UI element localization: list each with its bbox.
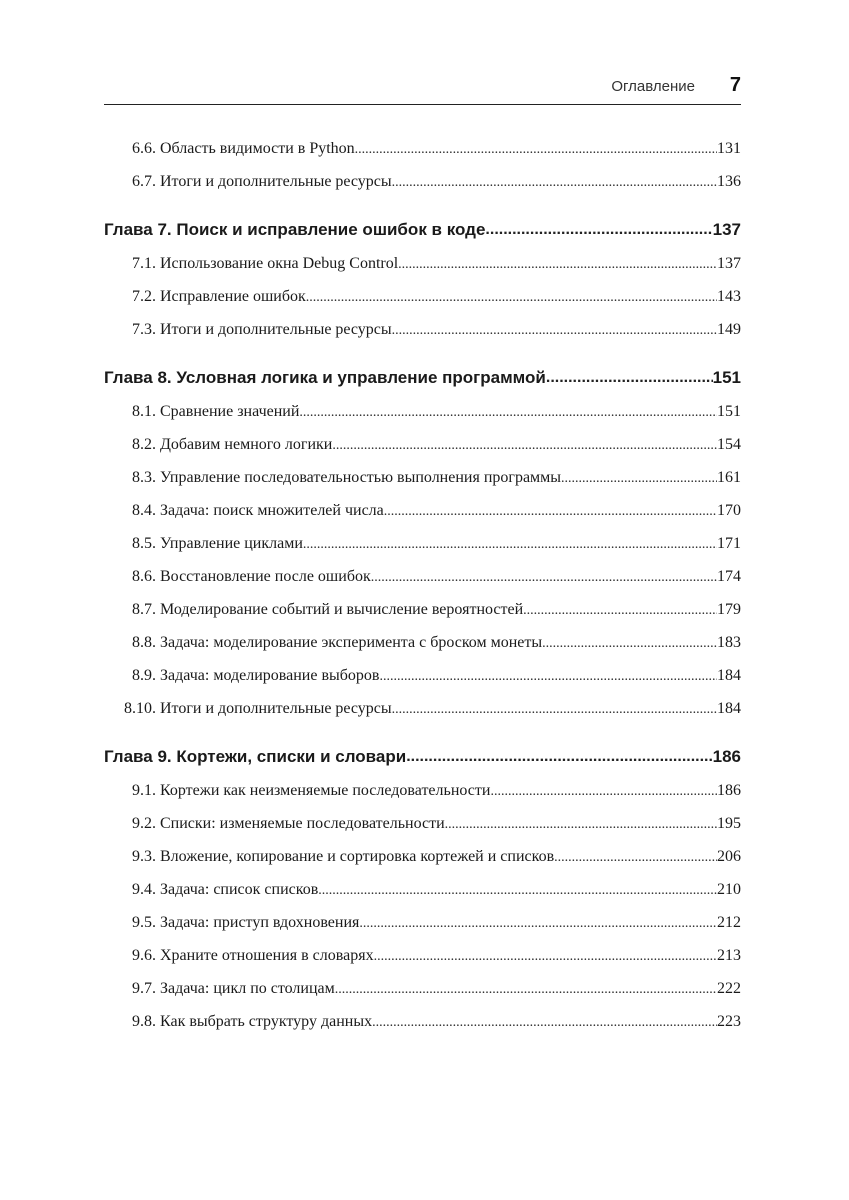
dot-leader (485, 221, 712, 239)
toc-section-row (104, 255, 741, 288)
toc-section-row (104, 288, 741, 321)
dot-leader (392, 323, 717, 339)
chapter-page: 137 (712, 220, 741, 239)
section-number: 6.6. (132, 140, 156, 157)
section-number: 9.7. (132, 980, 156, 997)
dot-leader (372, 1015, 717, 1031)
dot-leader (318, 883, 717, 899)
toc-section-row (104, 502, 741, 535)
dot-leader (379, 669, 717, 685)
chapter-title: Глава 7. Поиск и исправление ошибок в коде (104, 220, 486, 239)
toc-section-row (104, 782, 741, 815)
section-page: 210 (717, 881, 741, 898)
section-page: 212 (717, 914, 741, 931)
chapter-page: 151 (712, 368, 741, 387)
dot-leader (490, 784, 717, 800)
section-page: 154 (717, 436, 741, 453)
section-title: Область видимости в Python (160, 140, 355, 157)
section-title: Восстановление после ошибок (160, 568, 371, 585)
dot-leader (392, 175, 717, 191)
section-title: Итоги и дополнительные ресурсы (160, 700, 392, 717)
section-page: 131 (717, 140, 741, 157)
section-page: 174 (717, 568, 741, 585)
section-number: 7.1. (132, 255, 156, 272)
section-number: 9.5. (132, 914, 156, 931)
section-page: 143 (717, 288, 741, 305)
dot-leader (546, 369, 713, 387)
section-number: 9.2. (132, 815, 156, 832)
section-page: 184 (717, 700, 741, 717)
dot-leader (392, 702, 717, 718)
dot-leader (332, 438, 717, 454)
table-of-contents (104, 140, 741, 1046)
section-title: Храните отношения в словарях (160, 947, 374, 964)
section-number: 8.1. (132, 403, 156, 420)
section-title: Как выбрать структуру данных (160, 1013, 373, 1030)
section-title: Кортежи как неизменяемые последовательности (160, 782, 491, 799)
toc-section-row (104, 436, 741, 469)
toc-section-row (104, 914, 741, 947)
toc-section-row (104, 321, 741, 354)
chapter-title: Глава 8. Условная логика и управление программой (104, 368, 546, 387)
section-title: Итоги и дополнительные ресурсы (160, 173, 392, 190)
section-page: 161 (717, 469, 741, 486)
page-number: 7 (729, 74, 741, 96)
toc-section-row (104, 634, 741, 667)
dot-leader (299, 405, 717, 421)
section-title: Итоги и дополнительные ресурсы (160, 321, 392, 338)
section-page: 149 (717, 321, 741, 338)
section-page: 184 (717, 667, 741, 684)
section-title: Задача: поиск множителей числа (160, 502, 384, 519)
section-number: 8.3. (132, 469, 156, 486)
toc-section-row (104, 881, 741, 914)
section-number: 8.5. (132, 535, 156, 552)
section-number: 7.3. (132, 321, 156, 338)
toc-section-row (104, 947, 741, 980)
section-page: 222 (717, 980, 741, 997)
toc-section-row (104, 568, 741, 601)
toc-section-row (104, 469, 741, 502)
toc-section-row (104, 601, 741, 634)
section-title: Исправление ошибок (160, 288, 306, 305)
dot-leader (374, 949, 717, 965)
section-number: 9.8. (132, 1013, 156, 1030)
section-title: Задача: моделирование эксперимента с броском монеты (160, 634, 543, 651)
section-page: 151 (717, 403, 741, 420)
section-title: Задача: цикл по столицам (160, 980, 335, 997)
dot-leader (371, 570, 717, 586)
toc-chapter-row (104, 737, 741, 777)
dot-leader (355, 142, 717, 158)
chapter-title: Глава 9. Кортежи, списки и словари (104, 747, 407, 766)
section-title: Моделирование событий и вычисление вероятностей (160, 601, 524, 618)
toc-section-row (104, 535, 741, 568)
section-number: 8.2. (132, 436, 156, 453)
toc-section-row (104, 700, 741, 733)
dot-leader (406, 748, 712, 766)
section-number: 9.1. (132, 782, 156, 799)
section-title: Задача: список списков (160, 881, 319, 898)
toc-section-row (104, 173, 741, 206)
toc-chapter-row (104, 210, 741, 250)
section-number: 8.8. (132, 634, 156, 651)
toc-section-row (104, 980, 741, 1013)
section-title: Списки: изменяемые последовательности (160, 815, 445, 832)
dot-leader (306, 290, 717, 306)
section-number: 9.6. (132, 947, 156, 964)
dot-leader (542, 636, 717, 652)
section-page: 183 (717, 634, 741, 651)
toc-section-row (104, 848, 741, 881)
section-page: 213 (717, 947, 741, 964)
dot-leader (335, 982, 717, 998)
section-number: 8.7. (132, 601, 156, 618)
section-page: 195 (717, 815, 741, 832)
section-title: Добавим немного логики (160, 436, 333, 453)
dot-leader (554, 850, 717, 866)
header-title: Оглавление (611, 78, 695, 95)
section-title: Управление последовательностью выполнения программы (160, 469, 562, 486)
section-page: 179 (717, 601, 741, 618)
toc-section-row (104, 403, 741, 436)
toc-section-row (104, 667, 741, 700)
dot-leader (445, 817, 717, 833)
section-page: 206 (717, 848, 741, 865)
dot-leader (303, 537, 717, 553)
toc-chapter-row (104, 358, 741, 398)
toc-section-row (104, 815, 741, 848)
section-number: 8.4. (132, 502, 156, 519)
dot-leader (384, 504, 717, 520)
section-title: Вложение, копирование и сортировка кортежей и списков (160, 848, 555, 865)
section-title: Сравнение значений (160, 403, 300, 420)
toc-section-row (104, 140, 741, 173)
dot-leader (398, 257, 717, 273)
section-number: 7.2. (132, 288, 156, 305)
section-title: Задача: приступ вдохновения (160, 914, 360, 931)
dot-leader (561, 471, 717, 487)
section-page: 170 (717, 502, 741, 519)
section-number: 6.7. (132, 173, 156, 190)
section-page: 186 (717, 782, 741, 799)
section-number: 9.4. (132, 881, 156, 898)
toc-section-row (104, 1013, 741, 1046)
section-title: Задача: моделирование выборов (160, 667, 380, 684)
section-number: 8.6. (132, 568, 156, 585)
dot-leader (523, 603, 717, 619)
section-page: 136 (717, 173, 741, 190)
chapter-page: 186 (712, 747, 741, 766)
dot-leader (359, 916, 717, 932)
running-header (104, 74, 741, 105)
section-number: 8.9. (132, 667, 156, 684)
section-number: 9.3. (132, 848, 156, 865)
section-title: Использование окна Debug Control (160, 255, 399, 272)
section-page: 137 (717, 255, 741, 272)
section-page: 171 (717, 535, 741, 552)
section-title: Управление циклами (160, 535, 303, 552)
section-number: 8.10. (124, 700, 156, 717)
section-page: 223 (717, 1013, 741, 1030)
